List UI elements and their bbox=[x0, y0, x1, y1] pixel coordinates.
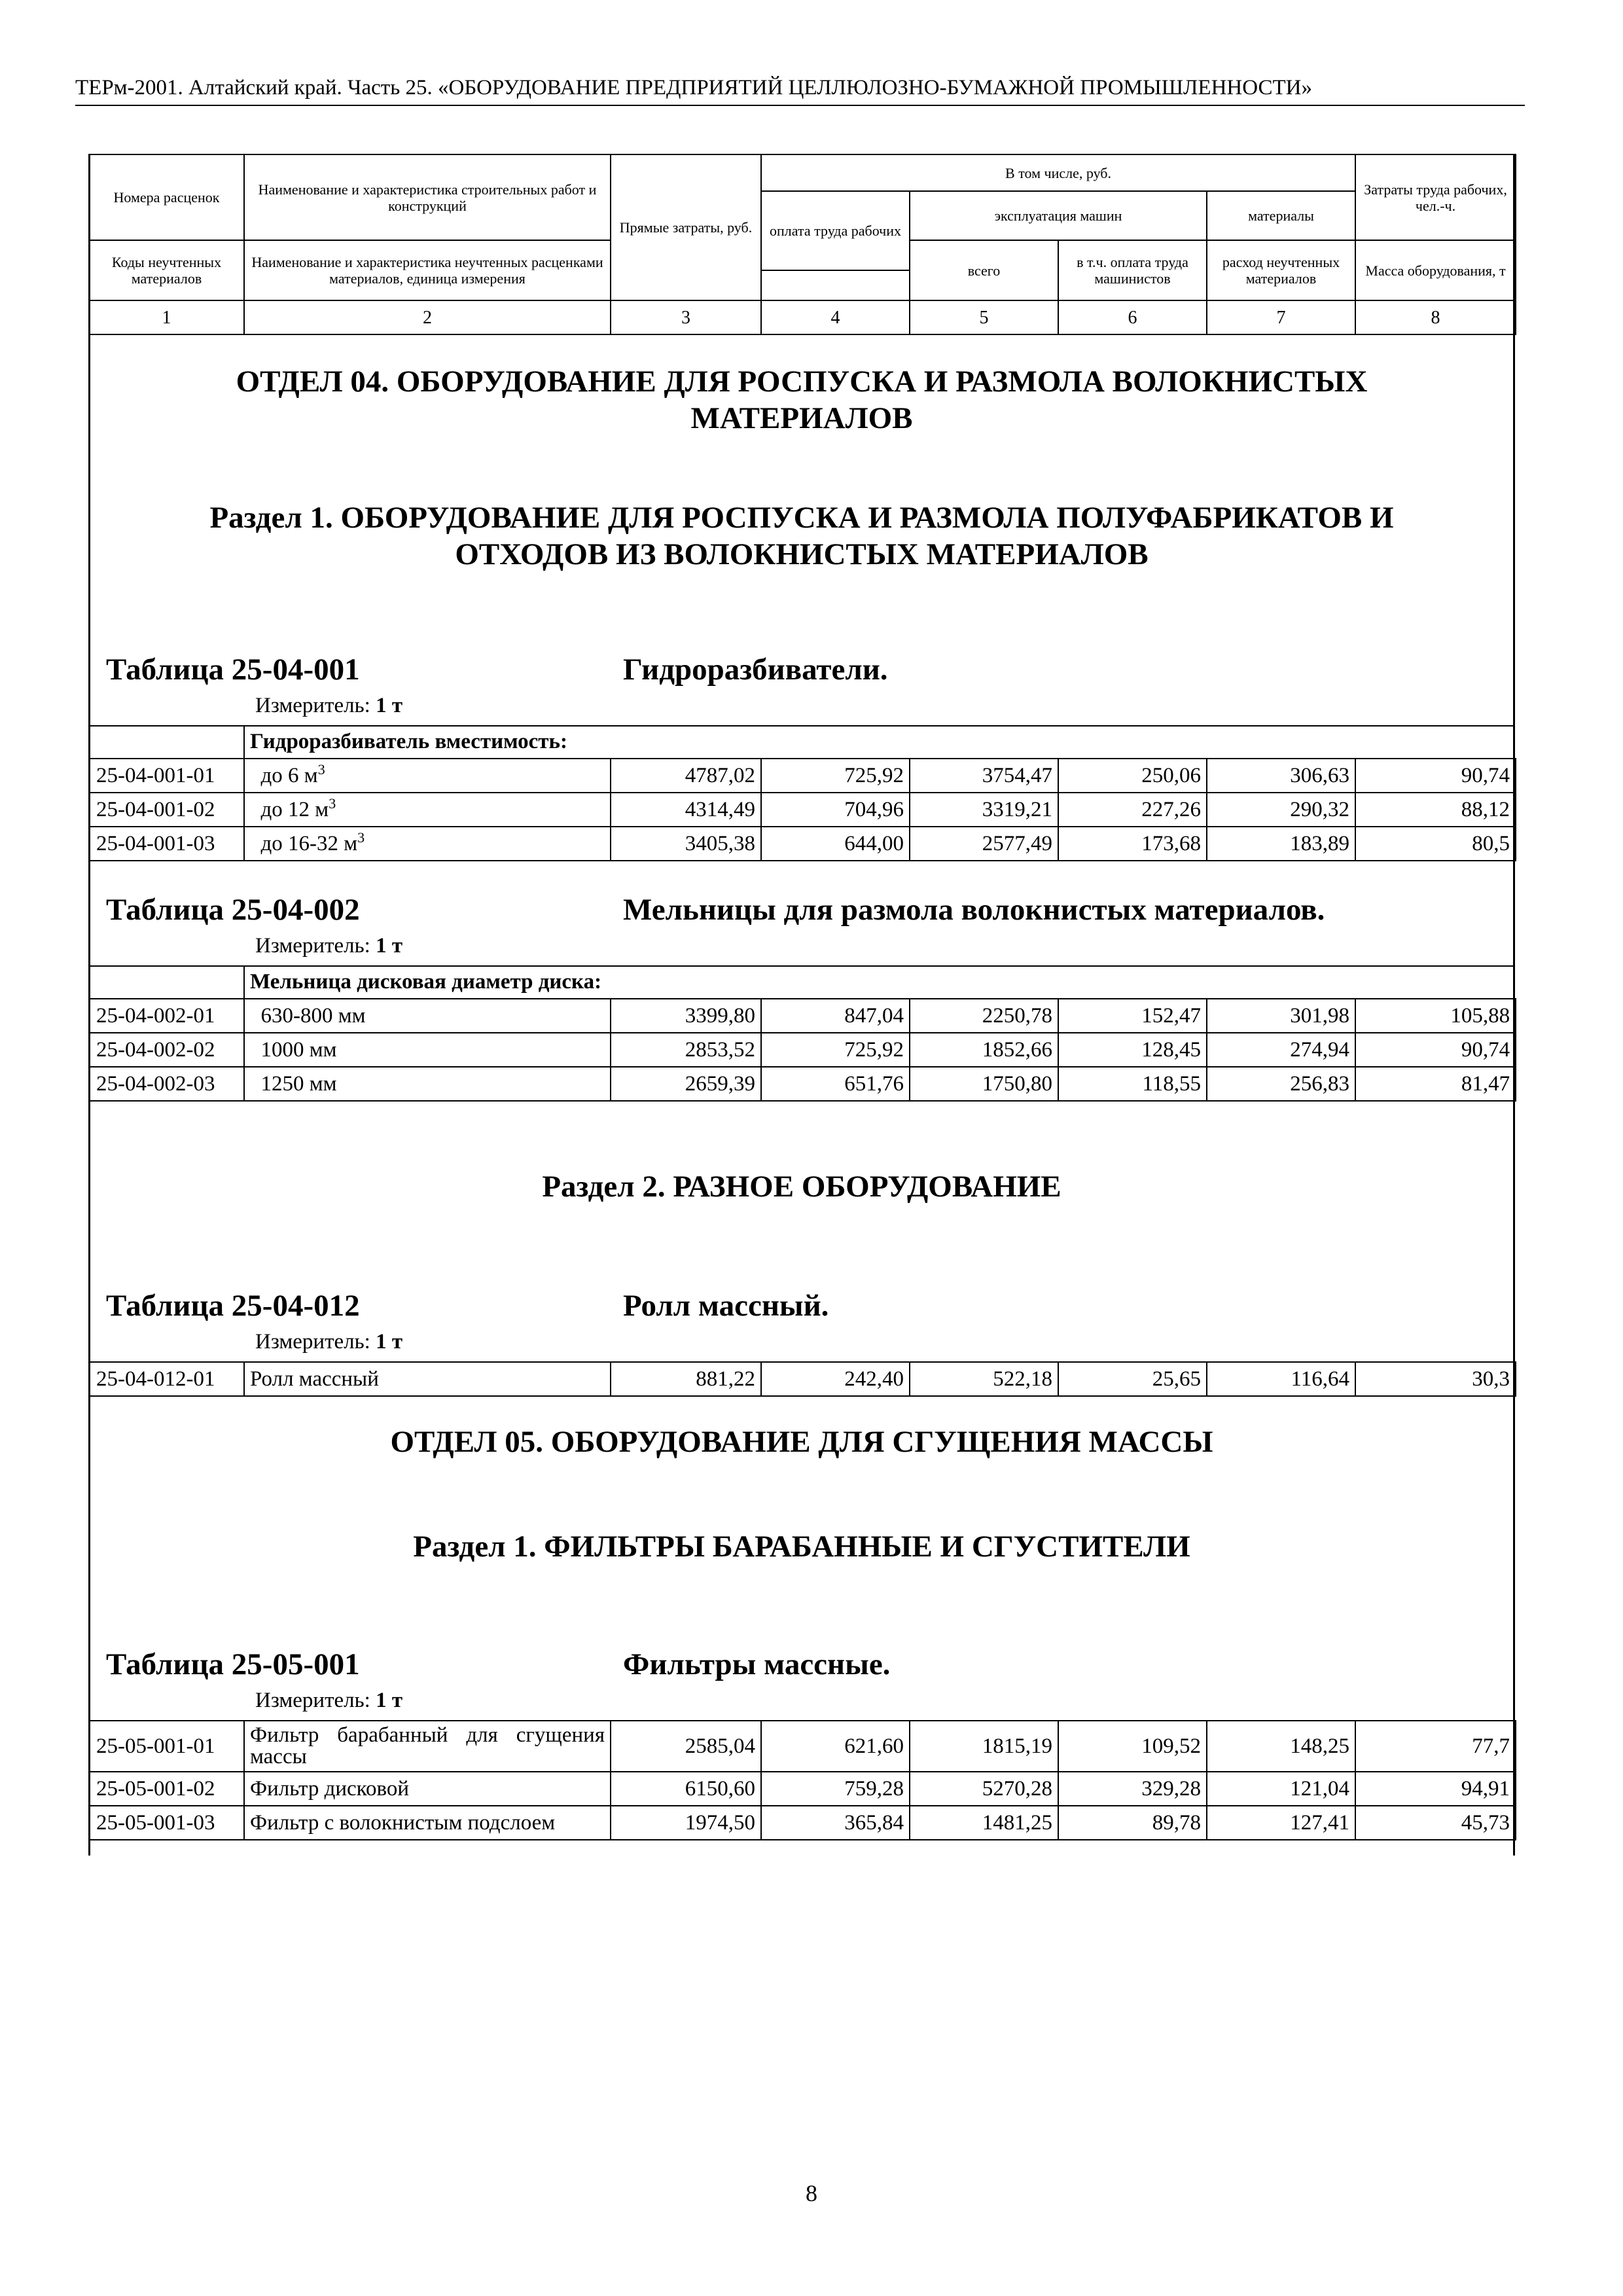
operator-pay: 329,28 bbox=[1058, 1772, 1207, 1806]
operator-pay: 128,45 bbox=[1058, 1033, 1207, 1067]
table-row bbox=[89, 1033, 1516, 1067]
equipment-mass: 90,74 bbox=[1355, 1033, 1516, 1067]
col-materials: материалы bbox=[1207, 191, 1355, 240]
col-unaccounted-materials: расход неучтенных материалов bbox=[1207, 240, 1355, 300]
col-number: 5 bbox=[910, 300, 1058, 334]
rate-name: Ролл массный bbox=[244, 1362, 611, 1396]
worker-pay: 242,40 bbox=[761, 1362, 910, 1396]
direct-costs: 6150,60 bbox=[611, 1772, 761, 1806]
operator-pay: 118,55 bbox=[1058, 1067, 1207, 1101]
rate-code: 25-05-001-02 bbox=[89, 1772, 244, 1806]
direct-costs: 4787,02 bbox=[611, 759, 761, 793]
table-code: Таблица 25-04-002 bbox=[106, 893, 360, 927]
col-direct-costs: Прямые затраты, руб. bbox=[611, 154, 761, 300]
equipment-mass: 94,91 bbox=[1355, 1772, 1516, 1806]
labor-hours: 116,64 bbox=[1207, 1362, 1355, 1396]
table-row bbox=[89, 1721, 1516, 1772]
rate-name: Фильтр с волокнистым подслоем bbox=[244, 1806, 611, 1840]
labor-hours: 121,04 bbox=[1207, 1772, 1355, 1806]
rate-code: 25-04-002-03 bbox=[89, 1067, 244, 1101]
col-number: 1 bbox=[89, 300, 244, 334]
table-code: Таблица 25-04-012 bbox=[106, 1289, 360, 1323]
measure-label: Измеритель: bbox=[255, 694, 370, 717]
measure-label: Измеритель: bbox=[255, 1330, 370, 1354]
section-heading bbox=[88, 499, 1515, 573]
rate-code: 25-05-001-03 bbox=[89, 1806, 244, 1840]
equipment-mass: 90,74 bbox=[1355, 759, 1516, 793]
machines-total: 522,18 bbox=[910, 1362, 1058, 1396]
rate-name: Фильтр барабанный для сгущения массы bbox=[244, 1721, 611, 1772]
measure-unit bbox=[255, 1329, 402, 1355]
table-code: Таблица 25-05-001 bbox=[106, 1647, 360, 1681]
rate-code: 25-04-012-01 bbox=[89, 1362, 244, 1396]
col-rate-numbers: Номера расценок bbox=[89, 154, 244, 240]
table-row bbox=[89, 1806, 1516, 1840]
measure-label: Измеритель: bbox=[255, 934, 370, 958]
rate-name: 1000 мм bbox=[244, 1033, 611, 1067]
direct-costs: 2585,04 bbox=[611, 1721, 761, 1772]
rate-name: до 16-32 $м^3$ bbox=[244, 827, 611, 861]
table-name: Гидроразбиватели. bbox=[623, 653, 888, 687]
rate-code: 25-04-001-02 bbox=[89, 793, 244, 827]
direct-costs: 2659,39 bbox=[611, 1067, 761, 1101]
table-name: Мельницы для размола волокнистых материалов. bbox=[623, 893, 1325, 927]
col-equipment-mass: Масса оборудования, т bbox=[1355, 240, 1516, 300]
measure-unit bbox=[255, 1687, 402, 1713]
table-name: Фильтры массные. bbox=[623, 1647, 891, 1681]
rate-name: до 6 $м^3$ bbox=[244, 759, 611, 793]
machines-total: 3754,47 bbox=[910, 759, 1058, 793]
equipment-mass: 105,88 bbox=[1355, 999, 1516, 1033]
table-name: Ролл массный. bbox=[623, 1289, 829, 1323]
direct-costs: 3405,38 bbox=[611, 827, 761, 861]
measure-unit bbox=[255, 692, 402, 719]
worker-pay: 621,60 bbox=[761, 1721, 910, 1772]
labor-hours: 274,94 bbox=[1207, 1033, 1355, 1067]
rates-table bbox=[88, 1361, 1516, 1397]
column-header-table bbox=[88, 154, 1516, 335]
machines-total: 1481,25 bbox=[910, 1806, 1058, 1840]
rate-name: до 12 $м^3$ bbox=[244, 793, 611, 827]
measure-value: 1 т bbox=[376, 1689, 403, 1712]
department-title-line: МАТЕРИАЛОВ bbox=[690, 401, 913, 435]
col-worker-pay: оплата труда рабочих bbox=[761, 191, 910, 270]
col-operator-pay: в т.ч. оплата труда машинистов bbox=[1058, 240, 1207, 300]
table-row bbox=[89, 1772, 1516, 1806]
equipment-mass: 45,73 bbox=[1355, 1806, 1516, 1840]
labor-hours: 148,25 bbox=[1207, 1721, 1355, 1772]
worker-pay: 725,92 bbox=[761, 759, 910, 793]
table-code: Таблица 25-04-001 bbox=[106, 653, 360, 687]
department-heading bbox=[88, 363, 1515, 437]
machines-total: 1750,80 bbox=[910, 1067, 1058, 1101]
worker-pay: 759,28 bbox=[761, 1772, 910, 1806]
worker-pay: 651,76 bbox=[761, 1067, 910, 1101]
equipment-mass: 88,12 bbox=[1355, 793, 1516, 827]
labor-hours: 301,98 bbox=[1207, 999, 1355, 1033]
direct-costs: 1974,50 bbox=[611, 1806, 761, 1840]
table-row bbox=[89, 827, 1516, 861]
operator-pay: 109,52 bbox=[1058, 1721, 1207, 1772]
equipment-mass: 30,3 bbox=[1355, 1362, 1516, 1396]
worker-pay: 644,00 bbox=[761, 827, 910, 861]
col-number: 6 bbox=[1058, 300, 1207, 334]
department-title-line: ОТДЕЛ 04. ОБОРУДОВАНИЕ ДЛЯ РОСПУСКА И РАЗМОЛА ВОЛОКНИСТЫХ bbox=[236, 365, 1368, 399]
labor-hours: 290,32 bbox=[1207, 793, 1355, 827]
department-heading: ОТДЕЛ 05. ОБОРУДОВАНИЕ ДЛЯ СГУЩЕНИЯ МАССЫ bbox=[390, 1425, 1213, 1459]
machines-total: 2577,49 bbox=[910, 827, 1058, 861]
rate-name: 1250 мм bbox=[244, 1067, 611, 1101]
col-number: 3 bbox=[611, 300, 761, 334]
rates-table bbox=[88, 1720, 1516, 1840]
rate-code: 25-05-001-01 bbox=[89, 1721, 244, 1772]
machines-total: 1815,19 bbox=[910, 1721, 1058, 1772]
labor-hours: 127,41 bbox=[1207, 1806, 1355, 1840]
measure-unit bbox=[255, 933, 402, 959]
col-machines: эксплуатация машин bbox=[910, 191, 1207, 240]
equipment-mass: 81,47 bbox=[1355, 1067, 1516, 1101]
rate-code: 25-04-002-01 bbox=[89, 999, 244, 1033]
worker-pay: 704,96 bbox=[761, 793, 910, 827]
col-work-name: Наименование и характеристика строительных работ и конструкций bbox=[244, 154, 611, 240]
machines-total: 1852,66 bbox=[910, 1033, 1058, 1067]
machines-total: 3319,21 bbox=[910, 793, 1058, 827]
machines-total: 2250,78 bbox=[910, 999, 1058, 1033]
rate-code: 25-04-001-03 bbox=[89, 827, 244, 861]
operator-pay: 152,47 bbox=[1058, 999, 1207, 1033]
col-labor-hours: Затраты труда рабочих, чел.-ч. bbox=[1355, 154, 1516, 240]
direct-costs: 3399,80 bbox=[611, 999, 761, 1033]
direct-costs: 881,22 bbox=[611, 1362, 761, 1396]
group-label: Мельница дисковая диаметр диска: bbox=[244, 965, 1516, 999]
running-header: ТЕРм-2001. Алтайский край. Часть 25. «ОБОРУДОВАНИЕ ПРЕДПРИЯТИЙ ЦЕЛЛЮЛОЗНО-БУМАЖНОЙ ПРОМЫШЛЕННОСТИ» bbox=[75, 73, 1525, 106]
operator-pay: 227,26 bbox=[1058, 793, 1207, 827]
direct-costs: 2853,52 bbox=[611, 1033, 761, 1067]
machines-total: 5270,28 bbox=[910, 1772, 1058, 1806]
operator-pay: 25,65 bbox=[1058, 1362, 1207, 1396]
col-number: 4 bbox=[761, 300, 910, 334]
rates-table bbox=[88, 725, 1516, 861]
operator-pay: 173,68 bbox=[1058, 827, 1207, 861]
col-number: 8 bbox=[1355, 300, 1516, 334]
measure-label: Измеритель: bbox=[255, 1689, 370, 1712]
col-machines-total: всего bbox=[910, 240, 1058, 300]
table-row bbox=[89, 999, 1516, 1033]
rate-name: Фильтр дисковой bbox=[244, 1772, 611, 1806]
section-title-line: ОТХОДОВ ИЗ ВОЛОКНИСТЫХ МАТЕРИАЛОВ bbox=[455, 537, 1149, 571]
equipment-mass: 80,5 bbox=[1355, 827, 1516, 861]
direct-costs: 4314,49 bbox=[611, 793, 761, 827]
operator-pay: 250,06 bbox=[1058, 759, 1207, 793]
section-heading: Раздел 2. РАЗНОЕ ОБОРУДОВАНИЕ bbox=[542, 1170, 1061, 1204]
equipment-mass: 77,7 bbox=[1355, 1721, 1516, 1772]
rates-table bbox=[88, 965, 1516, 1102]
measure-value: 1 т bbox=[376, 1330, 403, 1354]
worker-pay: 365,84 bbox=[761, 1806, 910, 1840]
col-material-names: Наименование и характеристика неучтенных расценками материалов, единица измерения bbox=[244, 240, 611, 300]
table-row bbox=[89, 1067, 1516, 1101]
rate-code: 25-04-002-02 bbox=[89, 1033, 244, 1067]
labor-hours: 256,83 bbox=[1207, 1067, 1355, 1101]
section-heading: Раздел 1. ФИЛЬТРЫ БАРАБАННЫЕ И СГУСТИТЕЛИ bbox=[413, 1530, 1190, 1564]
section-title-line: Раздел 1. ОБОРУДОВАНИЕ ДЛЯ РОСПУСКА И РАЗМОЛА ПОЛУФАБРИКАТОВ И bbox=[209, 501, 1394, 535]
col-including: В том числе, руб. bbox=[761, 154, 1355, 191]
table-row bbox=[89, 1362, 1516, 1396]
operator-pay: 89,78 bbox=[1058, 1806, 1207, 1840]
measure-value: 1 т bbox=[376, 934, 403, 958]
worker-pay: 725,92 bbox=[761, 1033, 910, 1067]
measure-value: 1 т bbox=[376, 694, 403, 717]
group-label: Гидроразбиватель вместимость: bbox=[244, 725, 1516, 759]
page-number: 8 bbox=[806, 2180, 817, 2206]
col-number: 2 bbox=[244, 300, 611, 334]
col-material-codes: Коды неучтенных материалов bbox=[89, 240, 244, 300]
rate-name: 630-800 мм bbox=[244, 999, 611, 1033]
table-row bbox=[89, 793, 1516, 827]
labor-hours: 306,63 bbox=[1207, 759, 1355, 793]
table-row bbox=[89, 759, 1516, 793]
col-number: 7 bbox=[1207, 300, 1355, 334]
worker-pay: 847,04 bbox=[761, 999, 910, 1033]
labor-hours: 183,89 bbox=[1207, 827, 1355, 861]
rate-code: 25-04-001-01 bbox=[89, 759, 244, 793]
